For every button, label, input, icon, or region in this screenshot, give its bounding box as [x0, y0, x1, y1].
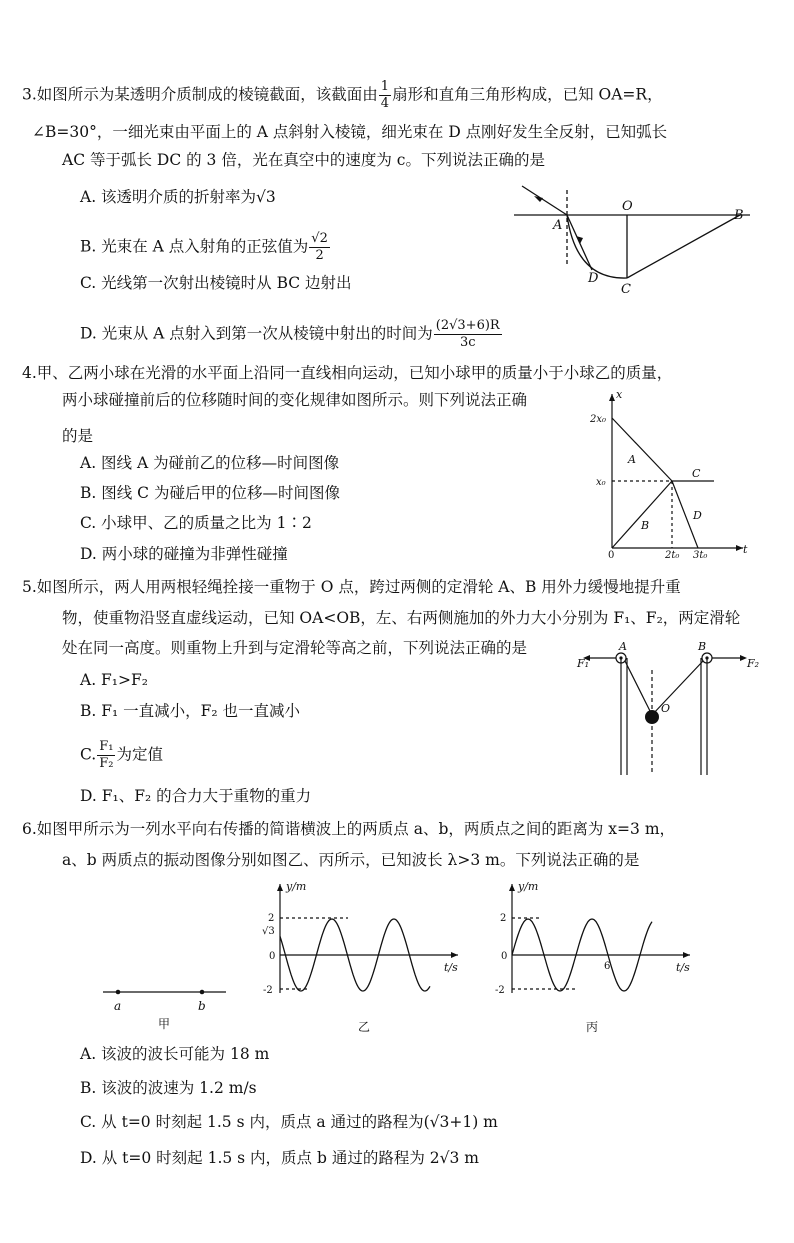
q5-stem-line1: 5.如图所示，两人用两根轻绳拴接一重物于 O 点，跨过两侧的定滑轮 A、B 用外力缓慢地提升重 — [22, 578, 681, 596]
q5-option-b: B. F₁ 一直减小，F₂ 也一直减小 — [80, 702, 301, 720]
q6-option-d: D. 从 t=0 时刻起 1.5 s 内，质点 b 通过的路程为 2√3 m — [80, 1149, 479, 1167]
q6-option-b: B. 该波的波速为 1.2 m/s — [80, 1079, 257, 1097]
q3-option-d-fraction: $\frac{(2√3+6)R}{3c}$ — [435, 318, 500, 350]
q5-rope-ob — [652, 661, 703, 715]
q4-stem-line3: 的是 — [62, 427, 94, 445]
q6-stem-line1: 6.如图甲所示为一列水平向右传播的简谐横波上的两质点 a、b，两质点之间的距离为 x=3 m， — [22, 820, 676, 838]
q3-stem-line2: ∠B=30°，一细光束由平面上的 A 点斜射入棱镜，细光束在 D 点刚好发生全反射，已知弧长 — [32, 123, 668, 141]
q6-yi-tick-2: 2 — [268, 913, 275, 924]
q4-option-d: D. 两小球的碰撞为非弹性碰撞 — [80, 545, 288, 563]
q3-label-d: D — [588, 271, 599, 286]
q4-option-a: A. 图线 A 为碰前乙的位移—时间图像 — [80, 454, 340, 472]
q6-caption-bing: 丙 — [586, 1020, 599, 1034]
q6-yi-y-label: y/m — [286, 880, 307, 893]
q4-option-c: C. 小球甲、乙的质量之比为 1∶2 — [80, 514, 312, 532]
q3-incident-ray — [522, 186, 567, 215]
q6-bing-t-label: t/s — [676, 961, 690, 974]
q5-f2-arrow — [740, 655, 747, 661]
q5-weight-o — [645, 710, 659, 724]
q5-option-d: D. F₁、F₂ 的合力大于重物的重力 — [80, 787, 312, 805]
q3-option-d: D. 光束从 A 点射入到第一次从棱镜中射出的时间为 $\frac{(2√3+6)R}{3c}$ — [80, 318, 500, 350]
q6-stem-line2: a、b 两质点的振动图像分别如图乙、丙所示，已知波长 λ>3 m。下列说法正确的是 — [62, 851, 640, 869]
q6-label-b: b — [198, 999, 206, 1013]
q5-option-a: A. F₁>F₂ — [80, 671, 148, 689]
q3-option-b: B. 光束在 A 点入射角的正弦值为 $\frac{√2}{2}$ — [80, 231, 328, 263]
q3-option-a: A. 该透明介质的折射率为√3 — [80, 188, 276, 206]
q4-x0-label: x₀ — [596, 477, 606, 488]
q6-figure-bing — [490, 878, 700, 1038]
q3-refracted-arrow — [576, 236, 583, 244]
q5-option-c-fraction: $\frac{\text{F₁}}{\text{F₂}}$ — [99, 739, 114, 771]
q3-option-c: C. 光线第一次射出棱镜时从 BC 边射出 — [80, 274, 352, 292]
q5-label-f1: F₁ — [577, 657, 590, 670]
q6-option-a: A. 该波的波长可能为 18 m — [80, 1045, 270, 1063]
q4-option-b: B. 图线 C 为碰后甲的位移—时间图像 — [80, 484, 340, 502]
q3-label-c: C — [621, 282, 631, 297]
q5-pulley-figure — [575, 640, 775, 780]
q4-2x0-label: 2x₀ — [590, 414, 607, 425]
q6-bing-y-label: y/m — [518, 880, 539, 893]
q6-option-c: C. 从 t=0 时刻起 1.5 s 内，质点 a 通过的路程为(√3+1) m — [80, 1113, 498, 1131]
q5-label-o: O — [661, 702, 671, 715]
q4-label-b: B — [641, 519, 650, 532]
q3-stem-text-a: 3.如图所示为某透明介质制成的棱镜截面，该截面由 — [22, 85, 378, 104]
q6-bing-tick-2: 2 — [500, 913, 507, 924]
q4-line-b — [612, 481, 672, 548]
q3-label-a: A — [553, 218, 563, 233]
q6-point-b — [200, 990, 205, 995]
q5-option-c: C. $\frac{\text{F₁}}{\text{F₂}}$ 为定值 — [80, 739, 163, 771]
q4-stem-line2: 两小球碰撞前后的位移随时间的变化规律如图所示。则下列说法正确 — [62, 391, 528, 409]
q3-arc-ac — [567, 215, 627, 278]
q5-stem-line2: 物，使重物沿竖直虚线运动，已知 OA<OB，左、右两侧施加的外力大小分别为 F₁、F₂，两定滑轮 — [62, 609, 741, 627]
q3-prism-figure — [510, 178, 770, 298]
q4-t-arrow — [736, 545, 743, 551]
q3-stem-line1 — [22, 79, 663, 112]
q4-xt-graph — [588, 388, 758, 568]
q4-origin-label: 0 — [608, 550, 615, 561]
q6-label-a: a — [114, 999, 122, 1013]
q5-label-a: A — [619, 640, 627, 653]
q6-yi-tick-sqrt3: √3 — [262, 926, 275, 937]
q6-yi-tick-0: 0 — [269, 951, 276, 962]
q4-t-axis-label: t — [743, 543, 748, 556]
q4-line-a — [612, 418, 672, 481]
q3-option-b-fraction: $\frac{√2}{2}$ — [311, 231, 328, 263]
q6-bing-tick-6: 6 — [604, 961, 611, 972]
q6-yi-t-label: t/s — [444, 961, 458, 974]
q6-caption-yi: 乙 — [358, 1020, 371, 1034]
q5-rope-oa — [625, 661, 652, 715]
q4-2t0-label: 2t₀ — [665, 550, 680, 561]
q3-stem-line3: AC 等于弧长 DC 的 3 倍，光在真空中的速度为 c。下列说法正确的是 — [62, 151, 545, 169]
q3-label-b: B — [734, 208, 744, 223]
q4-x-arrow — [609, 394, 615, 401]
q6-yi-tick-neg2: -2 — [263, 985, 273, 996]
q3-stem-text-b: 扇形和直角三角形构成，已知 OA=R， — [392, 85, 663, 104]
q3-label-o: O — [622, 199, 633, 214]
q4-x-axis-label: x — [616, 388, 623, 401]
q6-figure-yi — [258, 878, 468, 1038]
q6-point-a — [116, 990, 121, 995]
q6-figure-jia — [100, 980, 230, 1030]
q4-3t0-label: 3t₀ — [693, 550, 708, 561]
q4-stem-line1: 4.甲、乙两小球在光滑的水平面上沿同一直线相向运动，已知小球甲的质量小于小球乙的质量， — [22, 364, 673, 382]
q6-bing-tick-neg2: -2 — [495, 985, 505, 996]
q6-bing-tick-0: 0 — [501, 951, 508, 962]
q5-label-b: B — [698, 640, 707, 653]
q6-caption-jia: 甲 — [158, 1017, 171, 1031]
q3-quarter-fraction: $\frac{1}{4}$ — [380, 79, 390, 111]
q3-edge-cb — [627, 215, 740, 278]
q4-label-d: D — [693, 509, 702, 522]
q4-label-a: A — [628, 453, 636, 466]
q5-stem-line3: 处在同一高度。则重物上升到与定滑轮等高之前，下列说法正确的是 — [62, 639, 528, 657]
q4-label-c: C — [692, 467, 701, 480]
q5-label-f2: F₂ — [747, 657, 760, 670]
